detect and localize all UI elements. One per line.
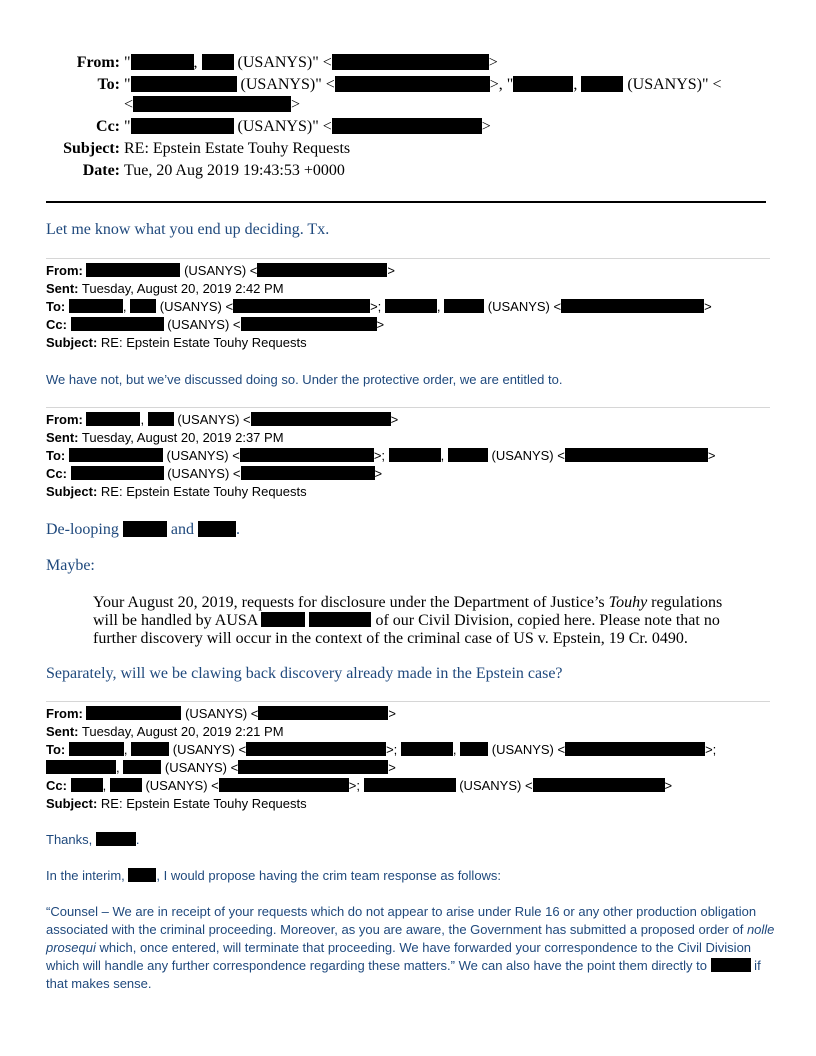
redaction — [123, 760, 161, 774]
redaction — [202, 54, 234, 70]
redaction — [219, 778, 349, 792]
email-body: We have not, but we’ve discussed doing so. Under the protective order, we are entitled to. — [46, 372, 563, 387]
redaction — [513, 76, 573, 92]
proposed-response-quote: Your August 20, 2019, requests for disclosure under the Department of Justice’s Touhy regulations will be handled by AUSA of our Civil Division, copied here. Please note that no further discovery will occur in the context of the criminal case of US v. Epstein, 19 Cr. 0490. — [93, 594, 723, 647]
redaction — [233, 299, 370, 313]
redaction — [131, 76, 237, 92]
redaction — [257, 263, 387, 277]
email-cc-row: Cc: (USANYS) < > — [46, 466, 383, 481]
delooping-line: De-looping and . — [46, 521, 240, 538]
redaction — [332, 118, 482, 134]
interim-line: In the interim, , I would propose having the crim team response as follows: — [46, 868, 502, 883]
email-from-row: From: (USANYS) < > — [46, 706, 396, 721]
subject-value: RE: Epstein Estate Touhy Requests — [124, 140, 351, 157]
email-from-row: From: (USANYS) < > — [46, 263, 395, 278]
redaction — [332, 54, 489, 70]
email-from-row: From: , (USANYS) < > — [46, 412, 399, 427]
redaction — [258, 706, 388, 720]
redaction — [133, 96, 291, 112]
redaction — [71, 778, 103, 792]
from-label: From: — [76, 54, 120, 71]
redaction — [46, 760, 116, 774]
email-separator — [46, 701, 770, 702]
redaction — [96, 832, 136, 846]
email-to-row: To: (USANYS) < >; , (USANYS) < > — [46, 448, 716, 463]
redaction — [261, 612, 305, 627]
maybe-line: Maybe: — [46, 557, 95, 574]
redaction — [131, 742, 169, 756]
redaction — [86, 263, 180, 277]
redaction — [364, 778, 456, 792]
redaction — [561, 299, 704, 313]
email-sent-row: Sent: Tuesday, August 20, 2019 2:37 PM — [46, 430, 284, 445]
redaction — [565, 448, 708, 462]
redaction — [86, 412, 140, 426]
redaction — [198, 521, 236, 537]
email-to-row: To: , (USANYS) < >; , (USANYS) < >; — [46, 742, 717, 757]
counsel-paragraph: “Counsel – We are in receipt of your requests which do not appear to arise under Rule 16 or any other production obligation associated with the criminal proceeding. Moreover, as you are aware, the Government has submitted a proposed order of nolle prosequi which, once entered, will terminate that proceeding. We have forwarded your correspondence to the Civil Division which will handle any further correspondence regarding these matters.” We can also have the point them directly to if that makes sense. — [46, 904, 775, 991]
email-subject-row: Subject: RE: Epstein Estate Touhy Requests — [46, 796, 307, 811]
redaction — [71, 466, 164, 480]
redaction — [389, 448, 441, 462]
redaction — [86, 706, 181, 720]
thanks-line: Thanks, . — [46, 832, 140, 847]
redaction — [565, 742, 705, 756]
date-label: Date: — [82, 162, 120, 179]
email-cc-row: Cc: (USANYS) < > — [46, 317, 385, 332]
date-value: Tue, 20 Aug 2019 19:43:53 +0000 — [124, 162, 345, 179]
redaction — [110, 778, 142, 792]
redaction — [123, 521, 167, 537]
redaction — [131, 118, 234, 134]
redaction — [241, 466, 375, 480]
email-header — [46, 262, 712, 352]
redaction — [240, 448, 374, 462]
redaction — [385, 299, 437, 313]
redaction — [131, 54, 194, 70]
separately-line: Separately, will we be clawing back discovery already made in the Epstein case? — [46, 665, 563, 682]
email-separator — [46, 407, 770, 408]
redaction — [711, 958, 751, 972]
subject-label: Subject: — [63, 140, 120, 157]
reply-message: Let me know what you end up deciding. Tx. — [46, 221, 330, 238]
redaction — [69, 299, 123, 313]
redaction — [335, 76, 490, 92]
redaction — [401, 742, 453, 756]
email-to-row: To: , (USANYS) < >; , (USANYS) < > — [46, 299, 712, 314]
header-divider — [46, 201, 766, 203]
redaction — [448, 448, 488, 462]
redaction — [533, 778, 665, 792]
redaction — [581, 76, 623, 92]
redaction — [71, 317, 164, 331]
redaction — [238, 760, 388, 774]
document-page: From: " , (USANYS)" < > To: " (USANYS)" < >, " , (USANYS)" < < > Cc: " (USANYS)" < > Subject: RE: Epstein Estate Touhy Requests Date: Tue, 20 Aug 2019 19:43:53 +0000 Let me know what you end up deciding. Tx. From: (USANYS) < > Sent: Tuesday, August 20, 2019 2:42 PM To: , (USANYS) < >; , (USANYS) < > Cc: (USANYS) < > Subject: RE: Epstein Estate Touhy Requests We have not, but we’ve discussed doing so. Under the protective order, we are entitled to. From: , (USANYS) < > Sent: Tuesday, August 20, 2019 2:37 PM To: (USANYS) < >; , (USANYS) < > Cc: (USANYS) < > Subject: RE: Epstein Estate Touhy Requests De-looping and . Maybe: Your August 20, 2019, requests for disclosure under the Department of Justice’s Touhy regulations will be handled by AUSA of our Civil Division, copied here. Please note that no further discovery will occur in the context of the criminal case of US v. Epstein, 19 Cr. 0490. Separately, will we be clawing back discovery already made in the Epstein case? From: (USANYS) < > Sent: Tuesday, August 20, 2019 2:21 PM To: , (USANYS) < >; , (USANYS) < >; , (USANYS) < > Cc: , (USANYS) < >; (USANYS) < > Subject: RE: Epstein Estate Touhy Requests Thanks, . In the interim, , I would propose having the crim team response as follows: “Counsel – We are in receipt of your requests which do not appear to arise under Rule 16 or any other production obligation associated with the criminal proceeding. Moreover, as you are aware, the Government has submitted a proposed order of nolle prosequi which, once entered, will terminate that proceeding. We have forwarded your correspondence to the Civil Division which will handle any further correspondence regarding these matters.” We can also have the point them directly to if that makes sense. — [46, 54, 775, 991]
cc-label: Cc: — [96, 118, 120, 135]
redaction — [130, 299, 156, 313]
redaction — [69, 742, 124, 756]
redaction — [460, 742, 488, 756]
email-cc-row: Cc: , (USANYS) < >; (USANYS) < > — [46, 778, 673, 793]
redaction — [69, 448, 163, 462]
email-subject-row: Subject: RE: Epstein Estate Touhy Requests — [46, 484, 307, 499]
email-header — [46, 705, 716, 813]
redaction — [241, 317, 377, 331]
redaction — [128, 868, 156, 882]
email-header — [46, 411, 715, 501]
email-separator — [46, 258, 770, 259]
email-to-row-continued: , (USANYS) < > — [46, 759, 716, 777]
email-sent-row: Sent: Tuesday, August 20, 2019 2:21 PM — [46, 724, 284, 739]
redaction — [309, 612, 371, 627]
redaction — [444, 299, 484, 313]
redaction — [148, 412, 174, 426]
email-subject-row: Subject: RE: Epstein Estate Touhy Requests — [46, 335, 307, 350]
redaction — [251, 412, 391, 426]
email-sent-row: Sent: Tuesday, August 20, 2019 2:42 PM — [46, 281, 284, 296]
to-label: To: — [97, 76, 120, 93]
redaction — [246, 742, 386, 756]
